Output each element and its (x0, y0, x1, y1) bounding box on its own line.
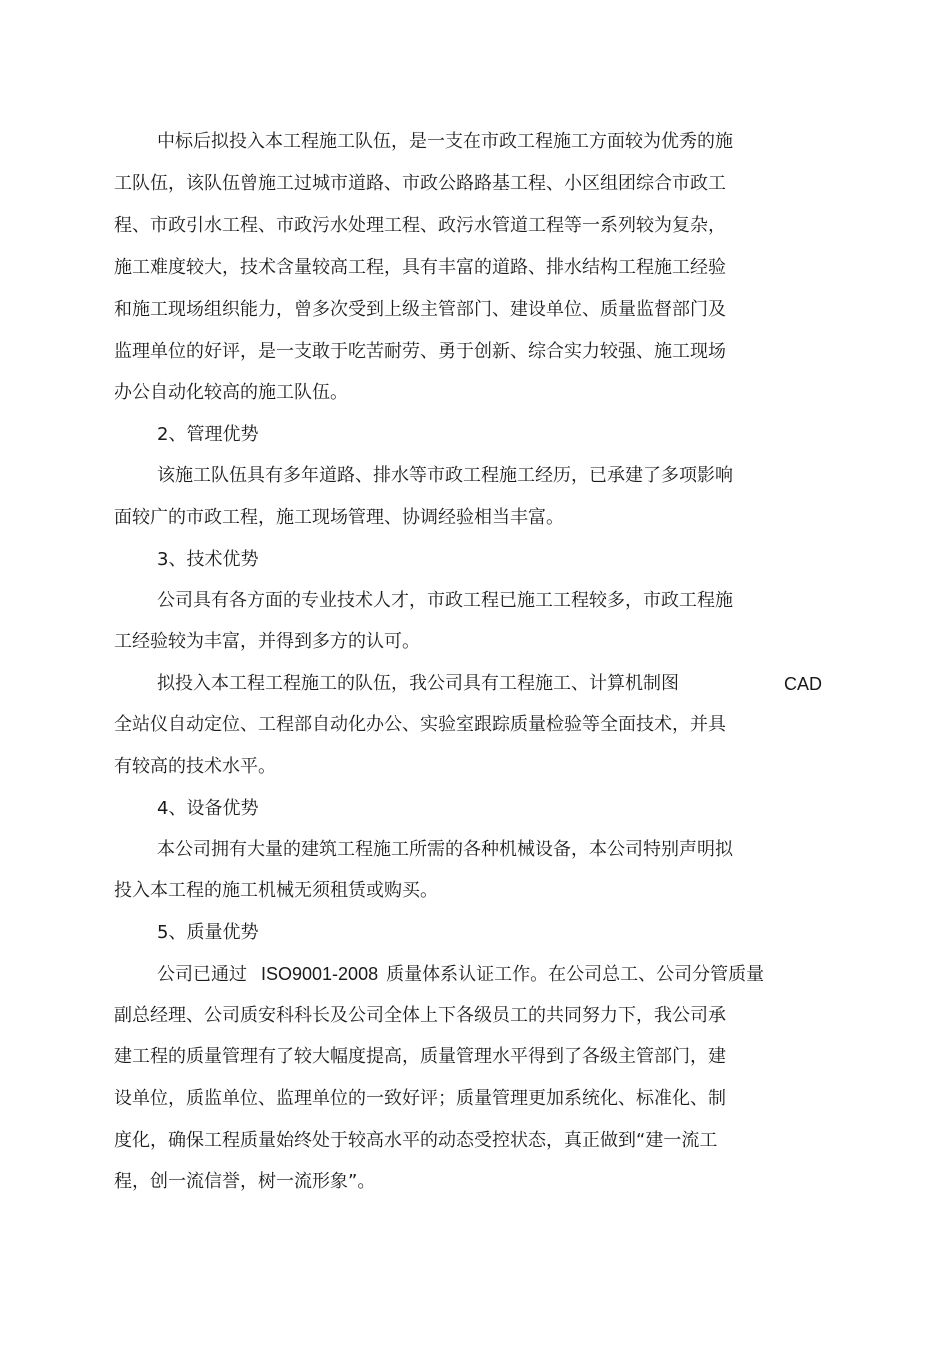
paragraph-line: 公司具有各方面的专业技术人才，市政工程已施工工程较多，市政工程施 (157, 590, 733, 611)
paragraph-line: 度化，确保工程质量始终处于较高水平的动态受控状态，真正做到“建一流工 (114, 1130, 718, 1151)
paragraph-line: 中标后拟投入本工程施工队伍，是一支在市政工程施工方面较为优秀的施 (157, 131, 733, 152)
section-heading-technology: 3、技术优势 (157, 549, 259, 570)
iso-standard-label: ISO9001-2008 (261, 964, 379, 984)
section-heading-equipment: 4、设备优势 (157, 798, 259, 819)
paragraph-line: 面较广的市政工程，施工现场管理、协调经验相当丰富。 (114, 507, 564, 528)
paragraph-line: 办公自动化较高的施工队伍。 (114, 382, 348, 403)
paragraph-line: 施工难度较大，技术含量较高工程，具有丰富的道路、排水结构工程施工经验 (114, 257, 726, 278)
paragraph-line: 有较高的技术水平。 (114, 756, 276, 777)
cad-label: CAD (784, 674, 823, 694)
paragraph-line: 程、市政引水工程、市政污水处理工程、政污水管道工程等一系列较为复杂， (114, 215, 726, 236)
paragraph-line: 全站仪自动定位、工程部自动化办公、实验室跟踪质量检验等全面技术，并具 (114, 714, 726, 735)
section-heading-quality: 5、质量优势 (157, 922, 259, 943)
paragraph-line: 该施工队伍具有多年道路、排水等市政工程施工经历，已承建了多项影响 (157, 465, 733, 486)
paragraph-line: 程，创一流信誉，树一流形象”。 (114, 1171, 376, 1192)
paragraph-line (157, 963, 764, 986)
paragraph-line: 本公司拥有大量的建筑工程施工所需的各种机械设备，本公司特别声明拟 (157, 839, 733, 860)
paragraph-line: 投入本工程的施工机械无须租赁或购买。 (114, 880, 438, 901)
paragraph-line: 和施工现场组织能力，曾多次受到上级主管部门、建设单位、质量监督部门及 (114, 299, 726, 320)
paragraph-line: 监理单位的好评，是一支敢于吃苦耐劳、勇于创新、综合实力较强、施工现场 (114, 341, 726, 362)
quality-intro-text: 质量体系认证工作。在公司总工、公司分管质量 (386, 964, 765, 985)
paragraph-line: 拟投入本工程工程施工的队伍，我公司具有工程施工、计算机制图 (157, 673, 679, 694)
quality-intro-text: 公司已通过 (157, 964, 247, 985)
paragraph-line: 工队伍，该队伍曾施工过城市道路、市政公路路基工程、小区组团综合市政工 (114, 173, 726, 194)
paragraph-line: 副总经理、公司质安科科长及公司全体上下各级员工的共同努力下，我公司承 (114, 1005, 726, 1026)
section-heading-management: 2、管理优势 (157, 424, 259, 445)
paragraph-line: 设单位，质监单位、监理单位的一致好评；质量管理更加系统化、标准化、制 (114, 1088, 726, 1109)
paragraph-line: 工经验较为丰富，并得到多方的认可。 (114, 631, 420, 652)
paragraph-line: 建工程的质量管理有了较大幅度提高，质量管理水平得到了各级主管部门，建 (114, 1046, 726, 1067)
